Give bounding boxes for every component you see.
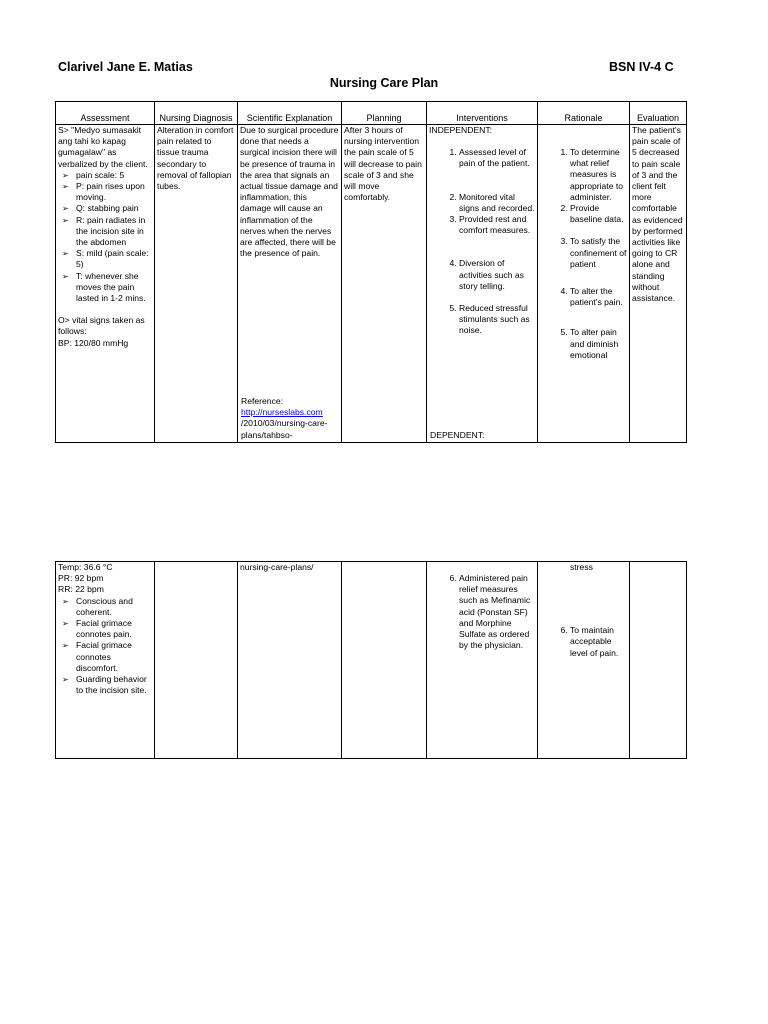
rationale-cell [538,125,630,443]
reference-link[interactable]: http://nurseslabs.com [241,407,323,418]
col-explanation: Scientific Explanation [238,102,342,125]
nursing-diagnosis: Alteration in comfort pain related to tissue trauma secondary to removal of fallopian tubes. [157,125,234,192]
table-row [56,125,687,443]
reference-path: /2010/03/nursing-care-plans/tahbso- [241,418,328,440]
interventions-cell [427,562,538,759]
list-item: ➢ P: pain rises upon moving. [76,181,152,203]
col-interventions: Interventions [427,102,538,125]
explanation-cell [238,125,342,443]
planning-cell [342,125,427,443]
observation-list [58,596,152,697]
table-header-row [56,102,687,125]
independent-label: INDEPENDENT: [429,125,493,135]
vital-rr: RR: 22 bpm [58,584,104,595]
list-item: ➢ Guarding behavior to the incision site. [76,674,152,696]
intervention-list [429,147,535,336]
evaluation-cell [630,562,687,759]
list-item: 2. Monitored vital signs and recorded. [459,192,535,214]
reference-block [241,396,339,441]
list-item: 5. Reduced stressful stimulants such as noise. [459,303,535,337]
interventions-cell [427,125,538,443]
list-item: ➢ T: whenever she moves the pain lasted in 1-2 mins. [76,271,152,305]
evaluation-cell [630,125,687,443]
list-item: 3. To satisfy the confinement of patient [570,236,627,270]
course-section: BSN IV-4 C [609,60,674,74]
col-rationale: Rationale [538,102,630,125]
page-title: Nursing Care Plan [329,76,439,90]
table-row [56,562,687,759]
list-item: ➢ pain scale: 5 [76,170,152,181]
dependent-label: DEPENDENT: [430,430,485,440]
col-diagnosis: Nursing Diagnosis [155,102,238,125]
list-item: 4. Diversion of activities such as story telling. [459,258,535,292]
col-assessment: Assessment [56,102,155,125]
objective-data: O> vital signs taken as follows: [58,315,145,337]
list-item: ➢ Facial grimace connotes discomfort. [76,640,152,674]
care-plan-table [55,101,687,443]
list-item: ➢ S: mild (pain scale: 5) [76,248,152,270]
list-item: 5. To alter pain and diminish emotional [570,327,627,361]
reference-label: Reference: [241,396,284,406]
assessment-cell [56,562,155,759]
list-item: 2. Provide baseline data. [570,203,627,225]
subjective-data: S> "Medyo sumasakit ang tahi ko kapag gumagalaw" as verbalized by the client. [58,125,148,169]
list-item: ➢ R: pain radiates in the incision site in the abdomen [76,215,152,249]
col-evaluation: Evaluation [630,102,687,125]
assessment-cell [56,125,155,443]
diagnosis-cell [155,562,238,759]
list-item: 1. Assessed level of pain of the patient. [459,147,535,169]
student-name: Clarivel Jane E. Matias [58,60,193,74]
list-item: 6. Administered pain relief measures such as Mefinamic acid (Ponstan SF) and Morphine Sulfate as ordered by the physician. [459,573,535,651]
vital-temp: Temp: 36.6 °C [58,562,113,572]
list-item: ➢ Conscious and coherent. [76,596,152,618]
planning-goal: After 3 hours of nursing intervention the pain scale of 5 will decrease to pain scale of 3 and she will move comfortably. [344,125,422,203]
col-planning: Planning [342,102,427,125]
evaluation-text: The patient's pain scale of 5 decreased to pain scale of 3 and the client felt more comfortable as evidenced by performed activities like going to CR alone and standing without assistance. [632,125,683,304]
list-item: 3. Provided rest and comfort measures. [459,214,535,236]
blood-pressure: BP: 120/80 mmHg [58,337,129,348]
rationale-continued: stress [570,562,593,572]
list-item: ➢ Facial grimace connotes pain. [76,618,152,640]
rationale-list [540,625,627,659]
intervention-list [429,573,535,651]
rationale-cell [538,562,630,759]
explanation-cell [238,562,342,759]
scientific-explanation: Due to surgical procedure done that needs a surgical incision there will be presence of trauma in the area that signals an actual tissue damage and inflammation, this damage will cause an inflammation of the nerves when the nerves are affected, there will be the presence of pain. [240,125,339,259]
diagnosis-cell [155,125,238,443]
reference-continued: nursing-care-plans/ [240,562,314,572]
list-item: 1. To determine what relief measures is appropriate to administer. [570,147,627,203]
rationale-list [540,147,627,361]
pqrst-list [58,170,152,304]
care-plan-table-continued [55,561,687,759]
vital-pr: PR: 92 bpm [58,573,104,584]
list-item: 6. To maintain acceptable level of pain. [570,625,627,659]
planning-cell [342,562,427,759]
list-item: ➢ Q: stabbing pain [76,203,152,214]
list-item: 4. To alter the patient's pain. [570,286,627,308]
